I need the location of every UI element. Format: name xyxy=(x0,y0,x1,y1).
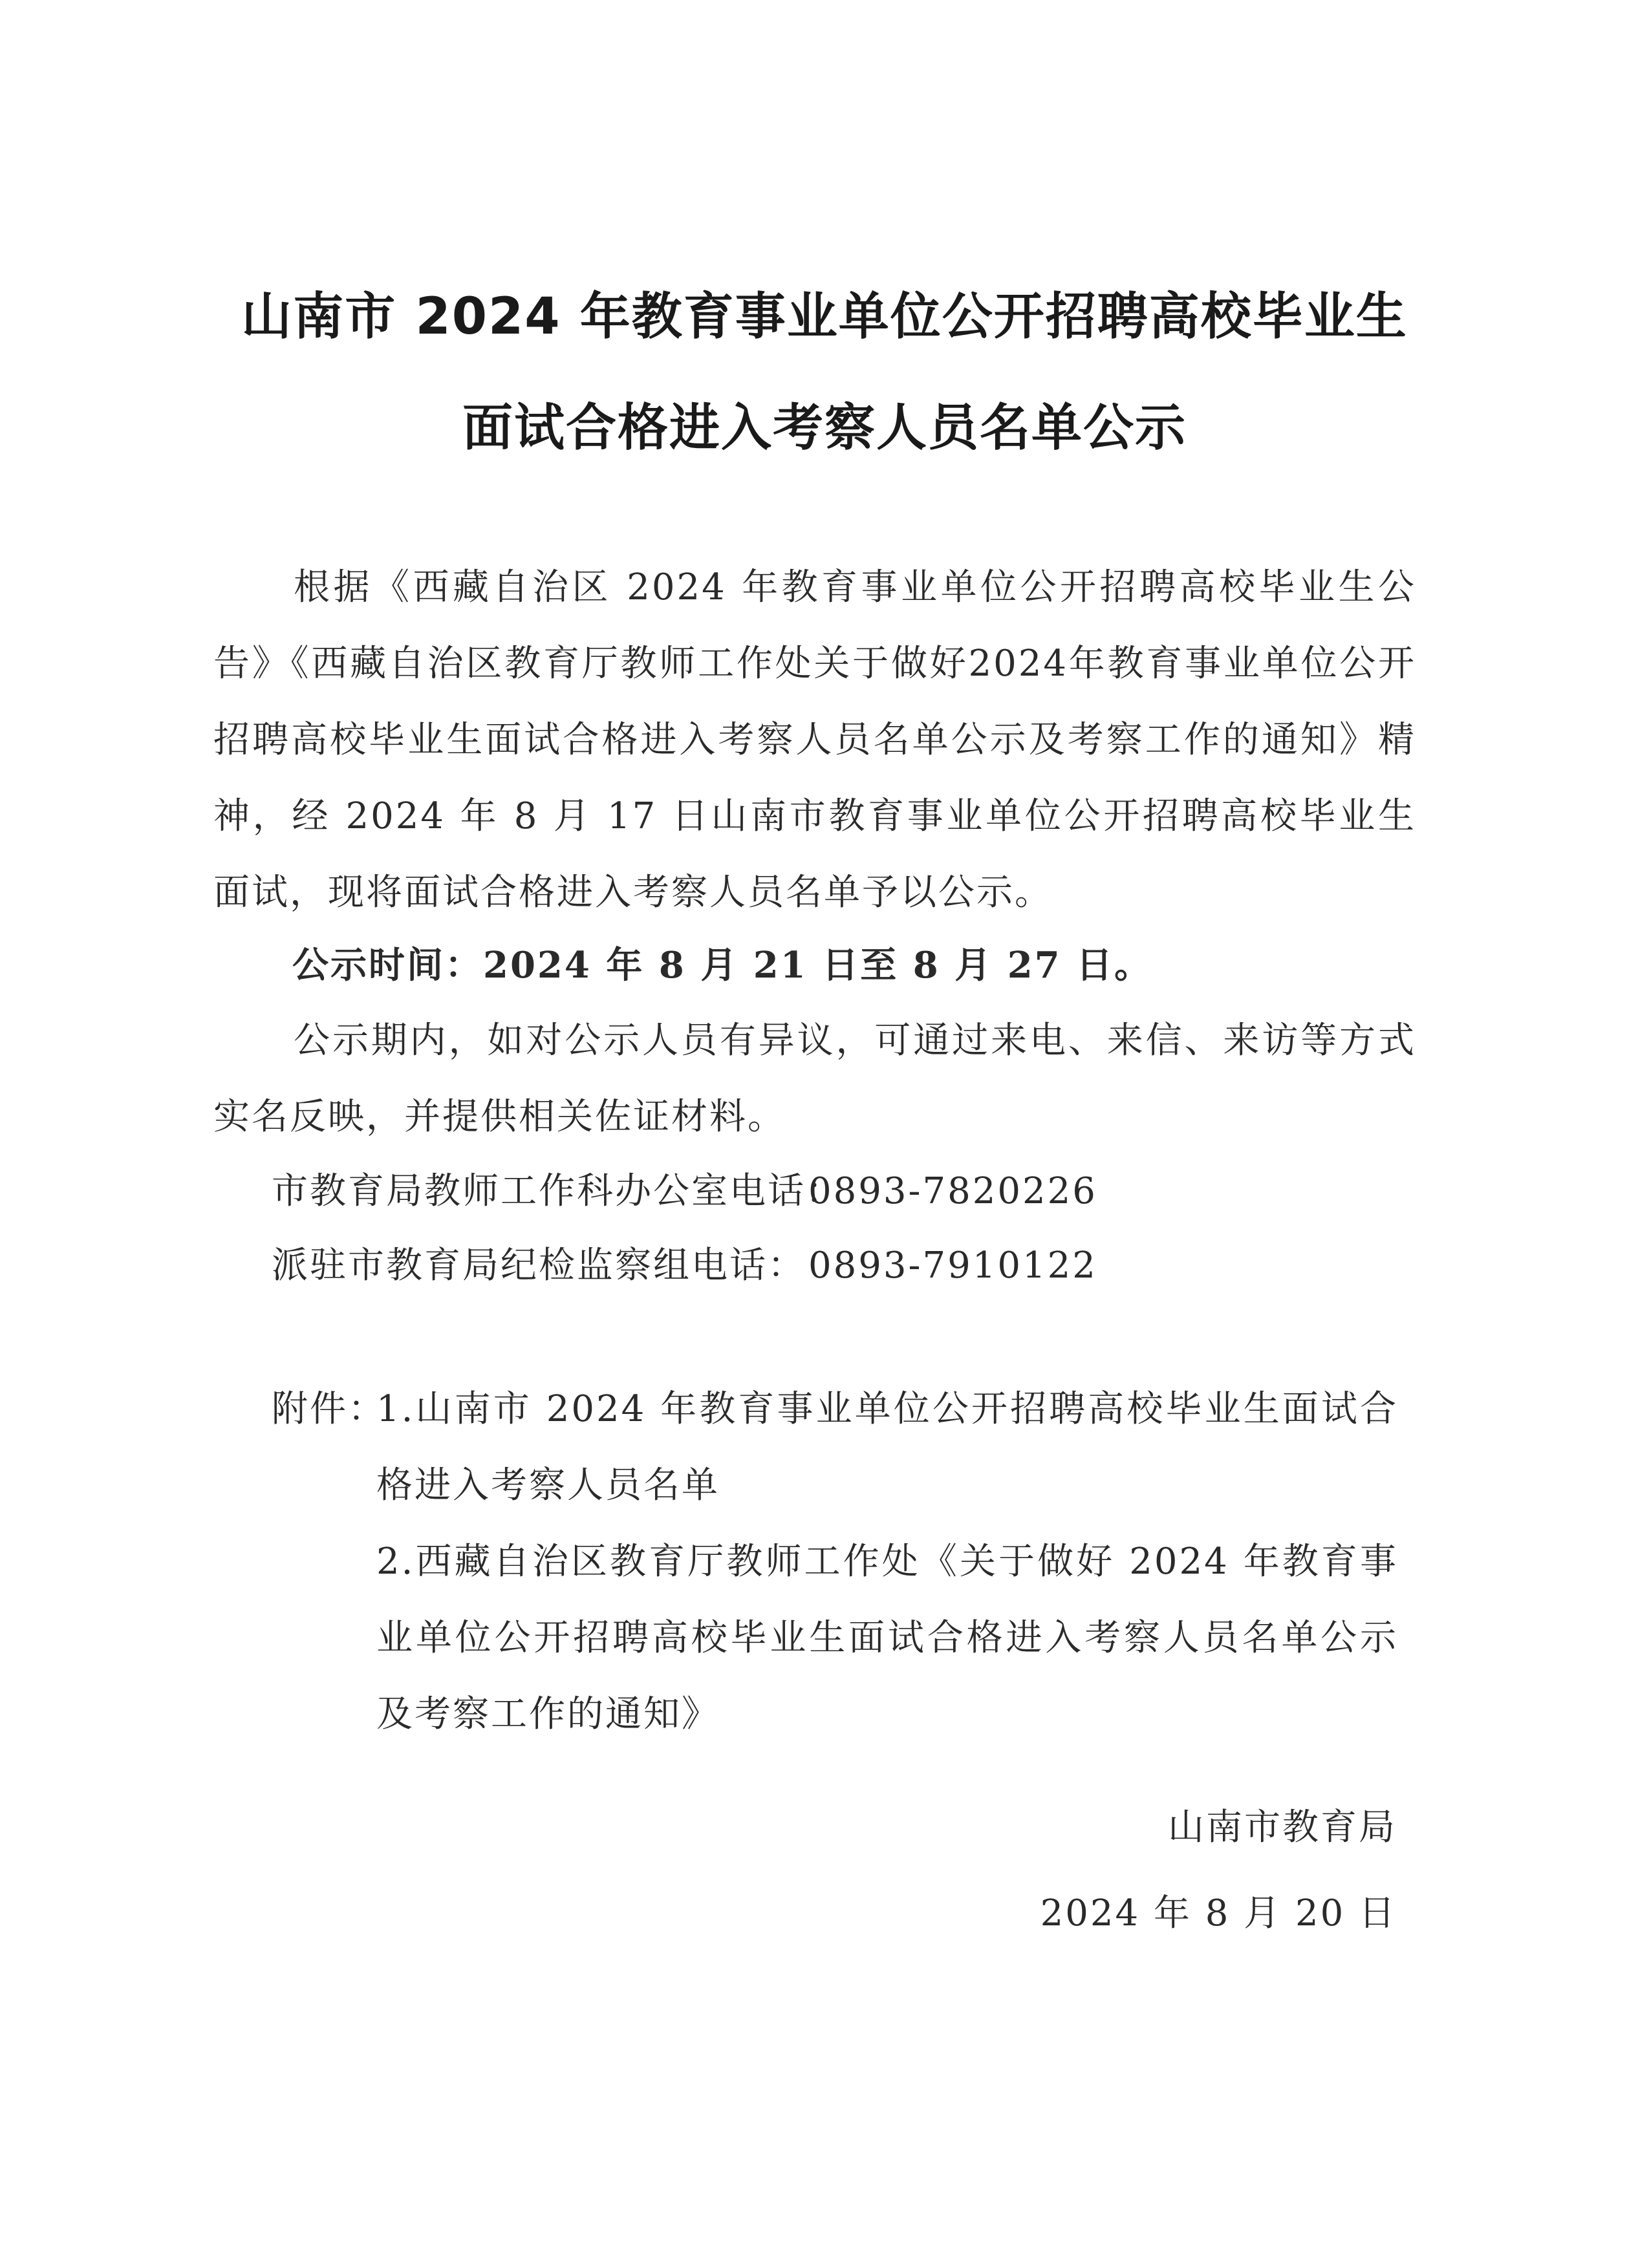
contact-label: 市教育局教师工作科办公室电话： xyxy=(272,1170,844,1212)
attachment-item-1: 1.山南市 2024 年教育事业单位公开招聘高校毕业生面试合格进入考察人员名单 xyxy=(376,1388,1398,1506)
contact-label: 派驻市教育局纪检监察组电话： xyxy=(272,1245,806,1287)
attachment-item-2: 2.西藏自治区教育厅教师工作处《关于做好 2024 年教育事业单位公开招聘高校毕业生面试合格进入考察人员名单公示及考察工作的通知》 xyxy=(376,1541,1398,1735)
contact-line-discipline-group xyxy=(272,1228,1097,1304)
attachments-label: 附件： xyxy=(272,1388,386,1430)
body-paragraph-basis: 根据《西藏自治区 2024 年教育事业单位公开招聘高校毕业生公告》《西藏自治区教育厅教师工作处关于做好2024年教育事业单位公开招聘高校毕业生面试合格进入考察人员名单公示及考察工作的通知》精神，经 2024 年 8 月 17 日山南市教育事业单位公开招聘高校毕业生面试，现将面试合格进入考察人员名单予以公示。 xyxy=(213,566,1416,914)
contact-line-teacher-office xyxy=(272,1153,1097,1230)
document-title-line-2: 面试合格进入考察人员名单公示 xyxy=(462,399,1187,457)
signature-organization: 山南市教育局 xyxy=(1168,1806,1397,1848)
notice-period: 公示时间：2024 年 8 月 21 日至 8 月 27 日。 xyxy=(292,944,1153,987)
signature-date: 2024 年 8 月 20 日 xyxy=(1040,1892,1397,1934)
document-title-line-1: 山南市 2024 年教育事业单位公开招聘高校毕业生 xyxy=(241,288,1408,346)
body-paragraph-objection: 公示期内，如对公示人员有异议，可通过来电、来信、来访等方式实名反映，并提供相关佐证材料。 xyxy=(213,1020,1416,1138)
contact-phone: 0893-7820226 xyxy=(808,1170,1097,1212)
contact-phone: 0893-7910122 xyxy=(808,1245,1097,1287)
